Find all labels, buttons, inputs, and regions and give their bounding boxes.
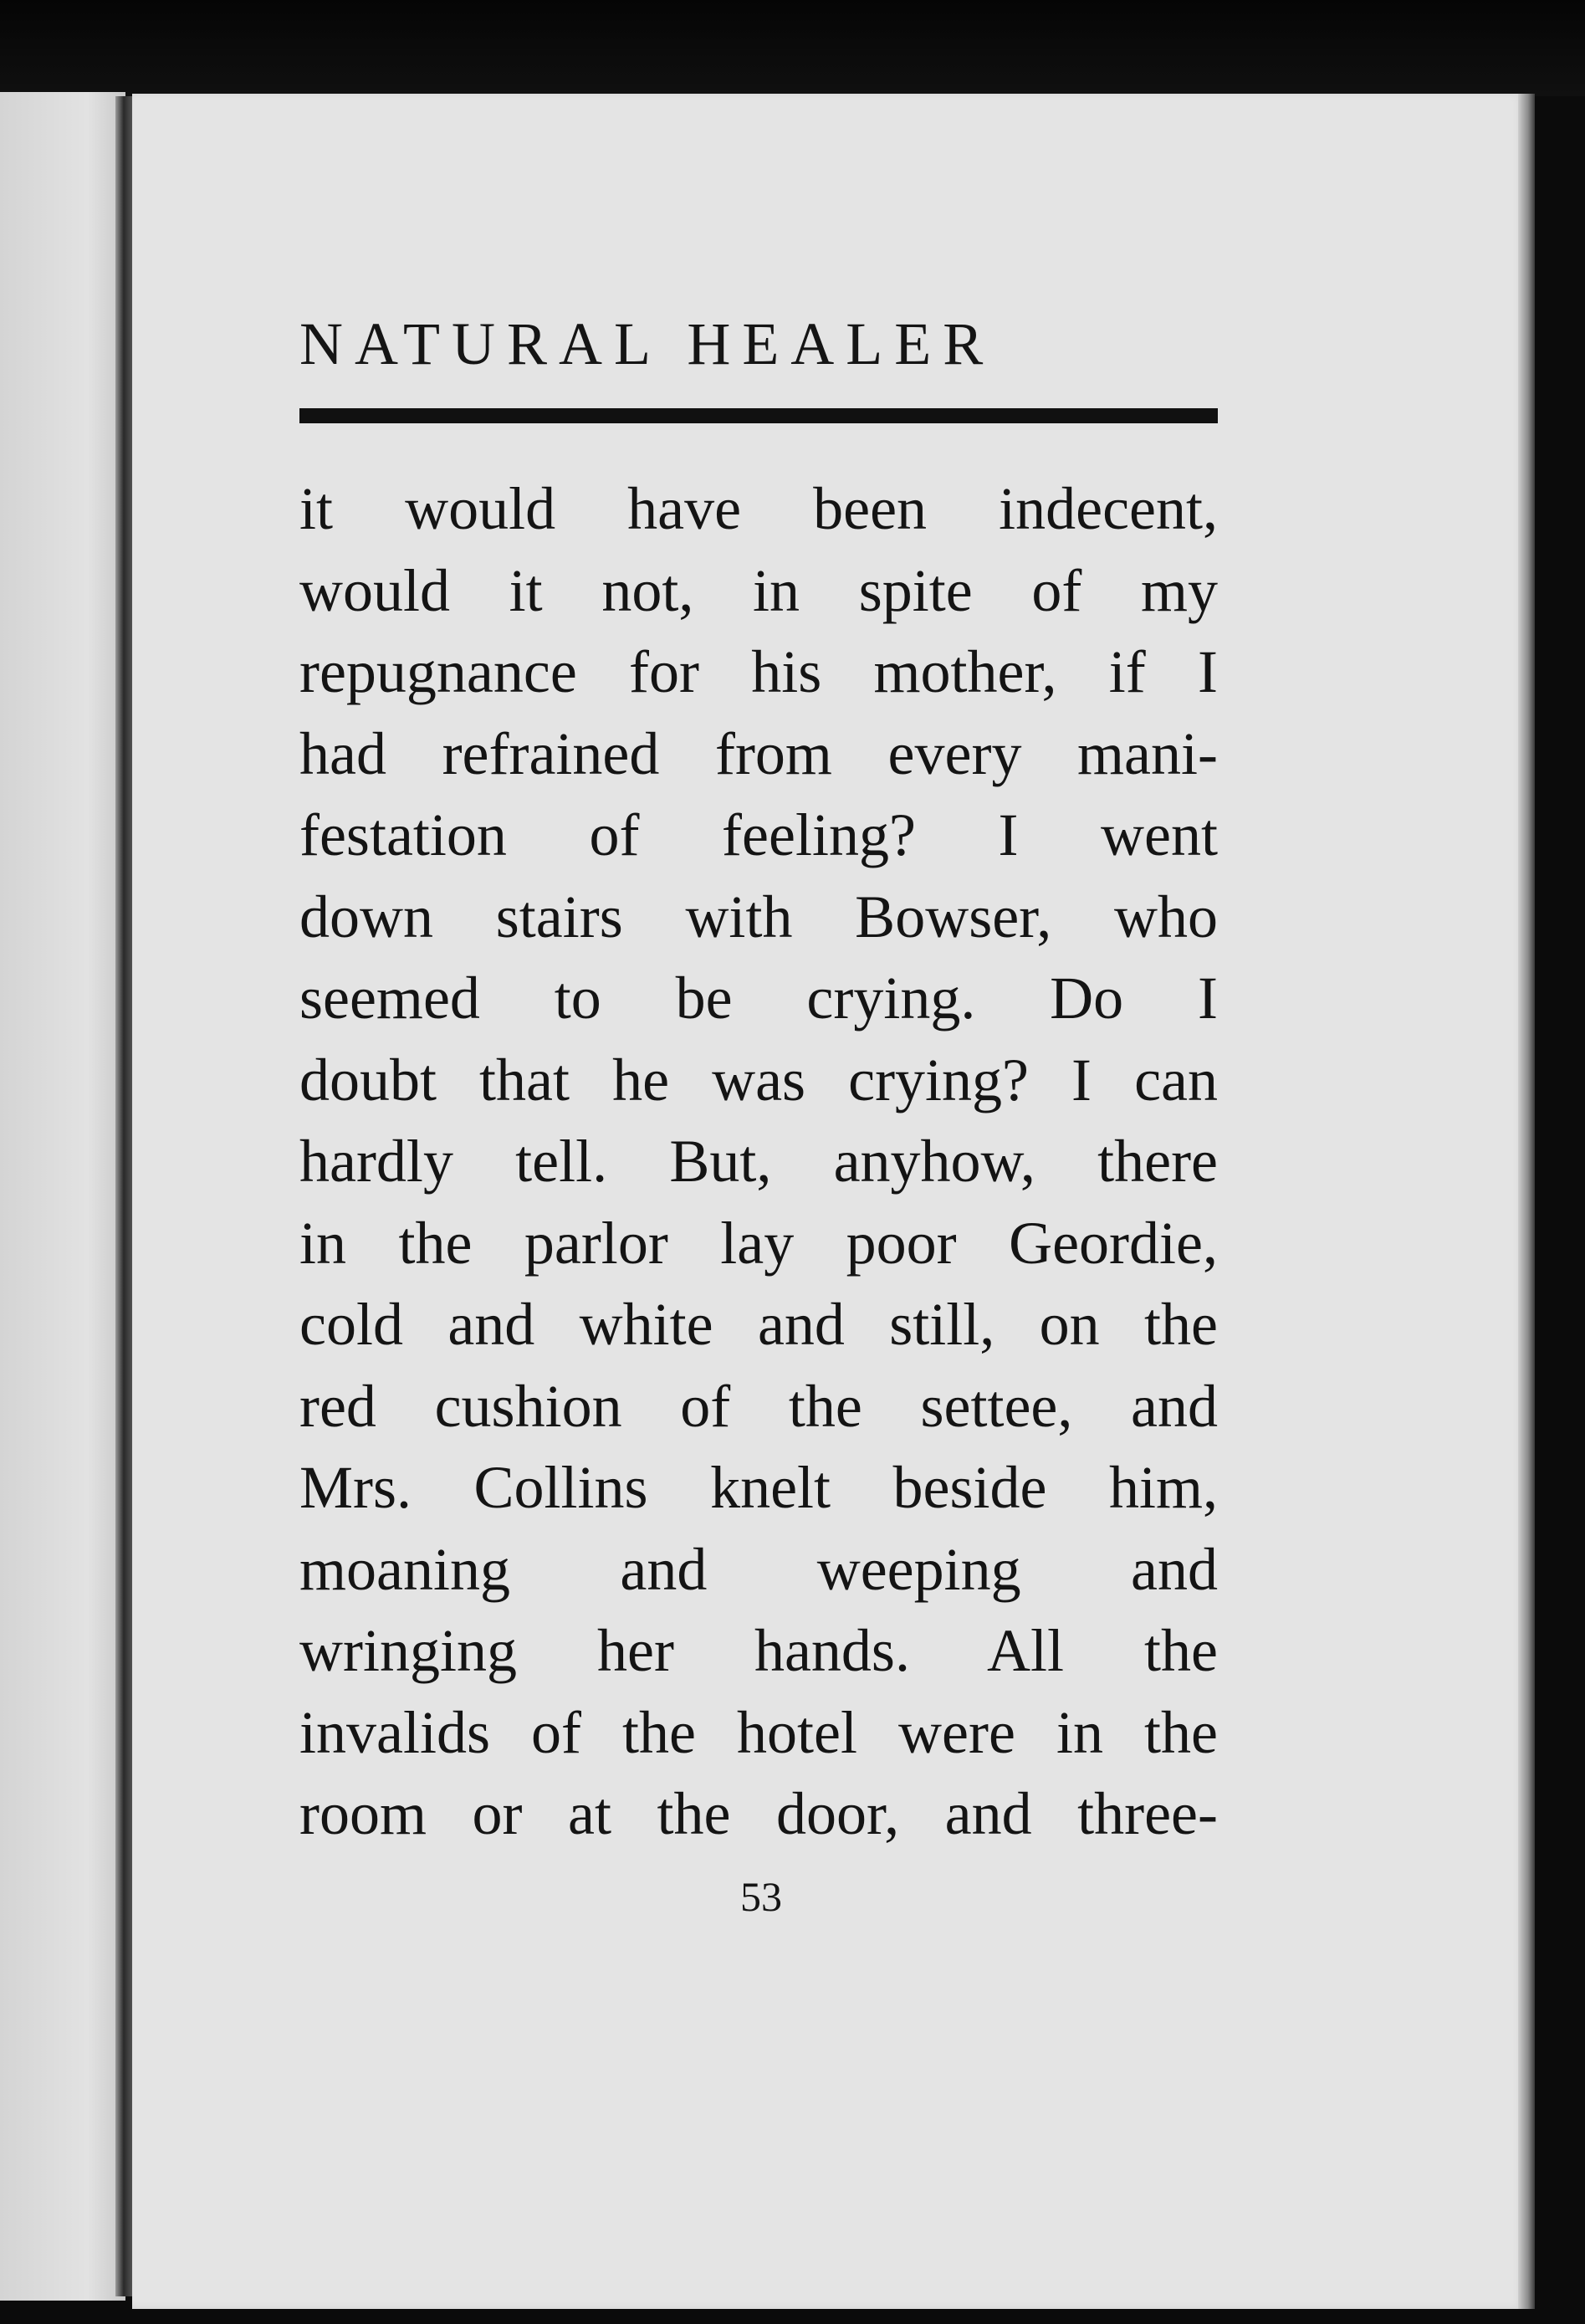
text-line: would it not, in spite of my: [299, 556, 1218, 624]
page-right-edge: [1518, 94, 1535, 2309]
text-line: moaning and weeping and: [299, 1535, 1218, 1603]
text-line: Mrs. Collins knelt beside him,: [299, 1454, 1218, 1521]
text-line: red cushion of the settee, and: [299, 1372, 1218, 1440]
header-rule: [299, 408, 1218, 423]
text-line: down stairs with Bowser, who: [299, 883, 1218, 950]
book-gutter: [115, 96, 134, 2296]
page-body: [299, 468, 1218, 1856]
page-number: 53: [740, 1873, 782, 1920]
text-line: room or at the door, and three-: [299, 1780, 1218, 1847]
running-head: NATURAL HEALER: [299, 310, 995, 377]
text-line: cold and white and still, on the: [299, 1291, 1218, 1358]
text-line: hardly tell. But, anyhow, there: [299, 1128, 1218, 1195]
text-line: repugnance for his mother, if I: [299, 638, 1218, 705]
facing-page-edge: [0, 92, 125, 2301]
text-line: doubt that he was crying? I can: [299, 1046, 1218, 1113]
text-line: wringing her hands. All the: [299, 1617, 1218, 1684]
text-line: festation of feeling? I went: [299, 801, 1218, 868]
text-line: it would have been indecent,: [299, 475, 1218, 542]
text-line: seemed to be crying. Do I: [299, 965, 1218, 1031]
text-line: had refrained from every mani-: [299, 719, 1218, 787]
text-line: invalids of the hotel were in the: [299, 1698, 1218, 1766]
scan-top-shadow: [0, 0, 1585, 96]
text-line: in the parlor lay poor Geordie,: [299, 1209, 1218, 1277]
